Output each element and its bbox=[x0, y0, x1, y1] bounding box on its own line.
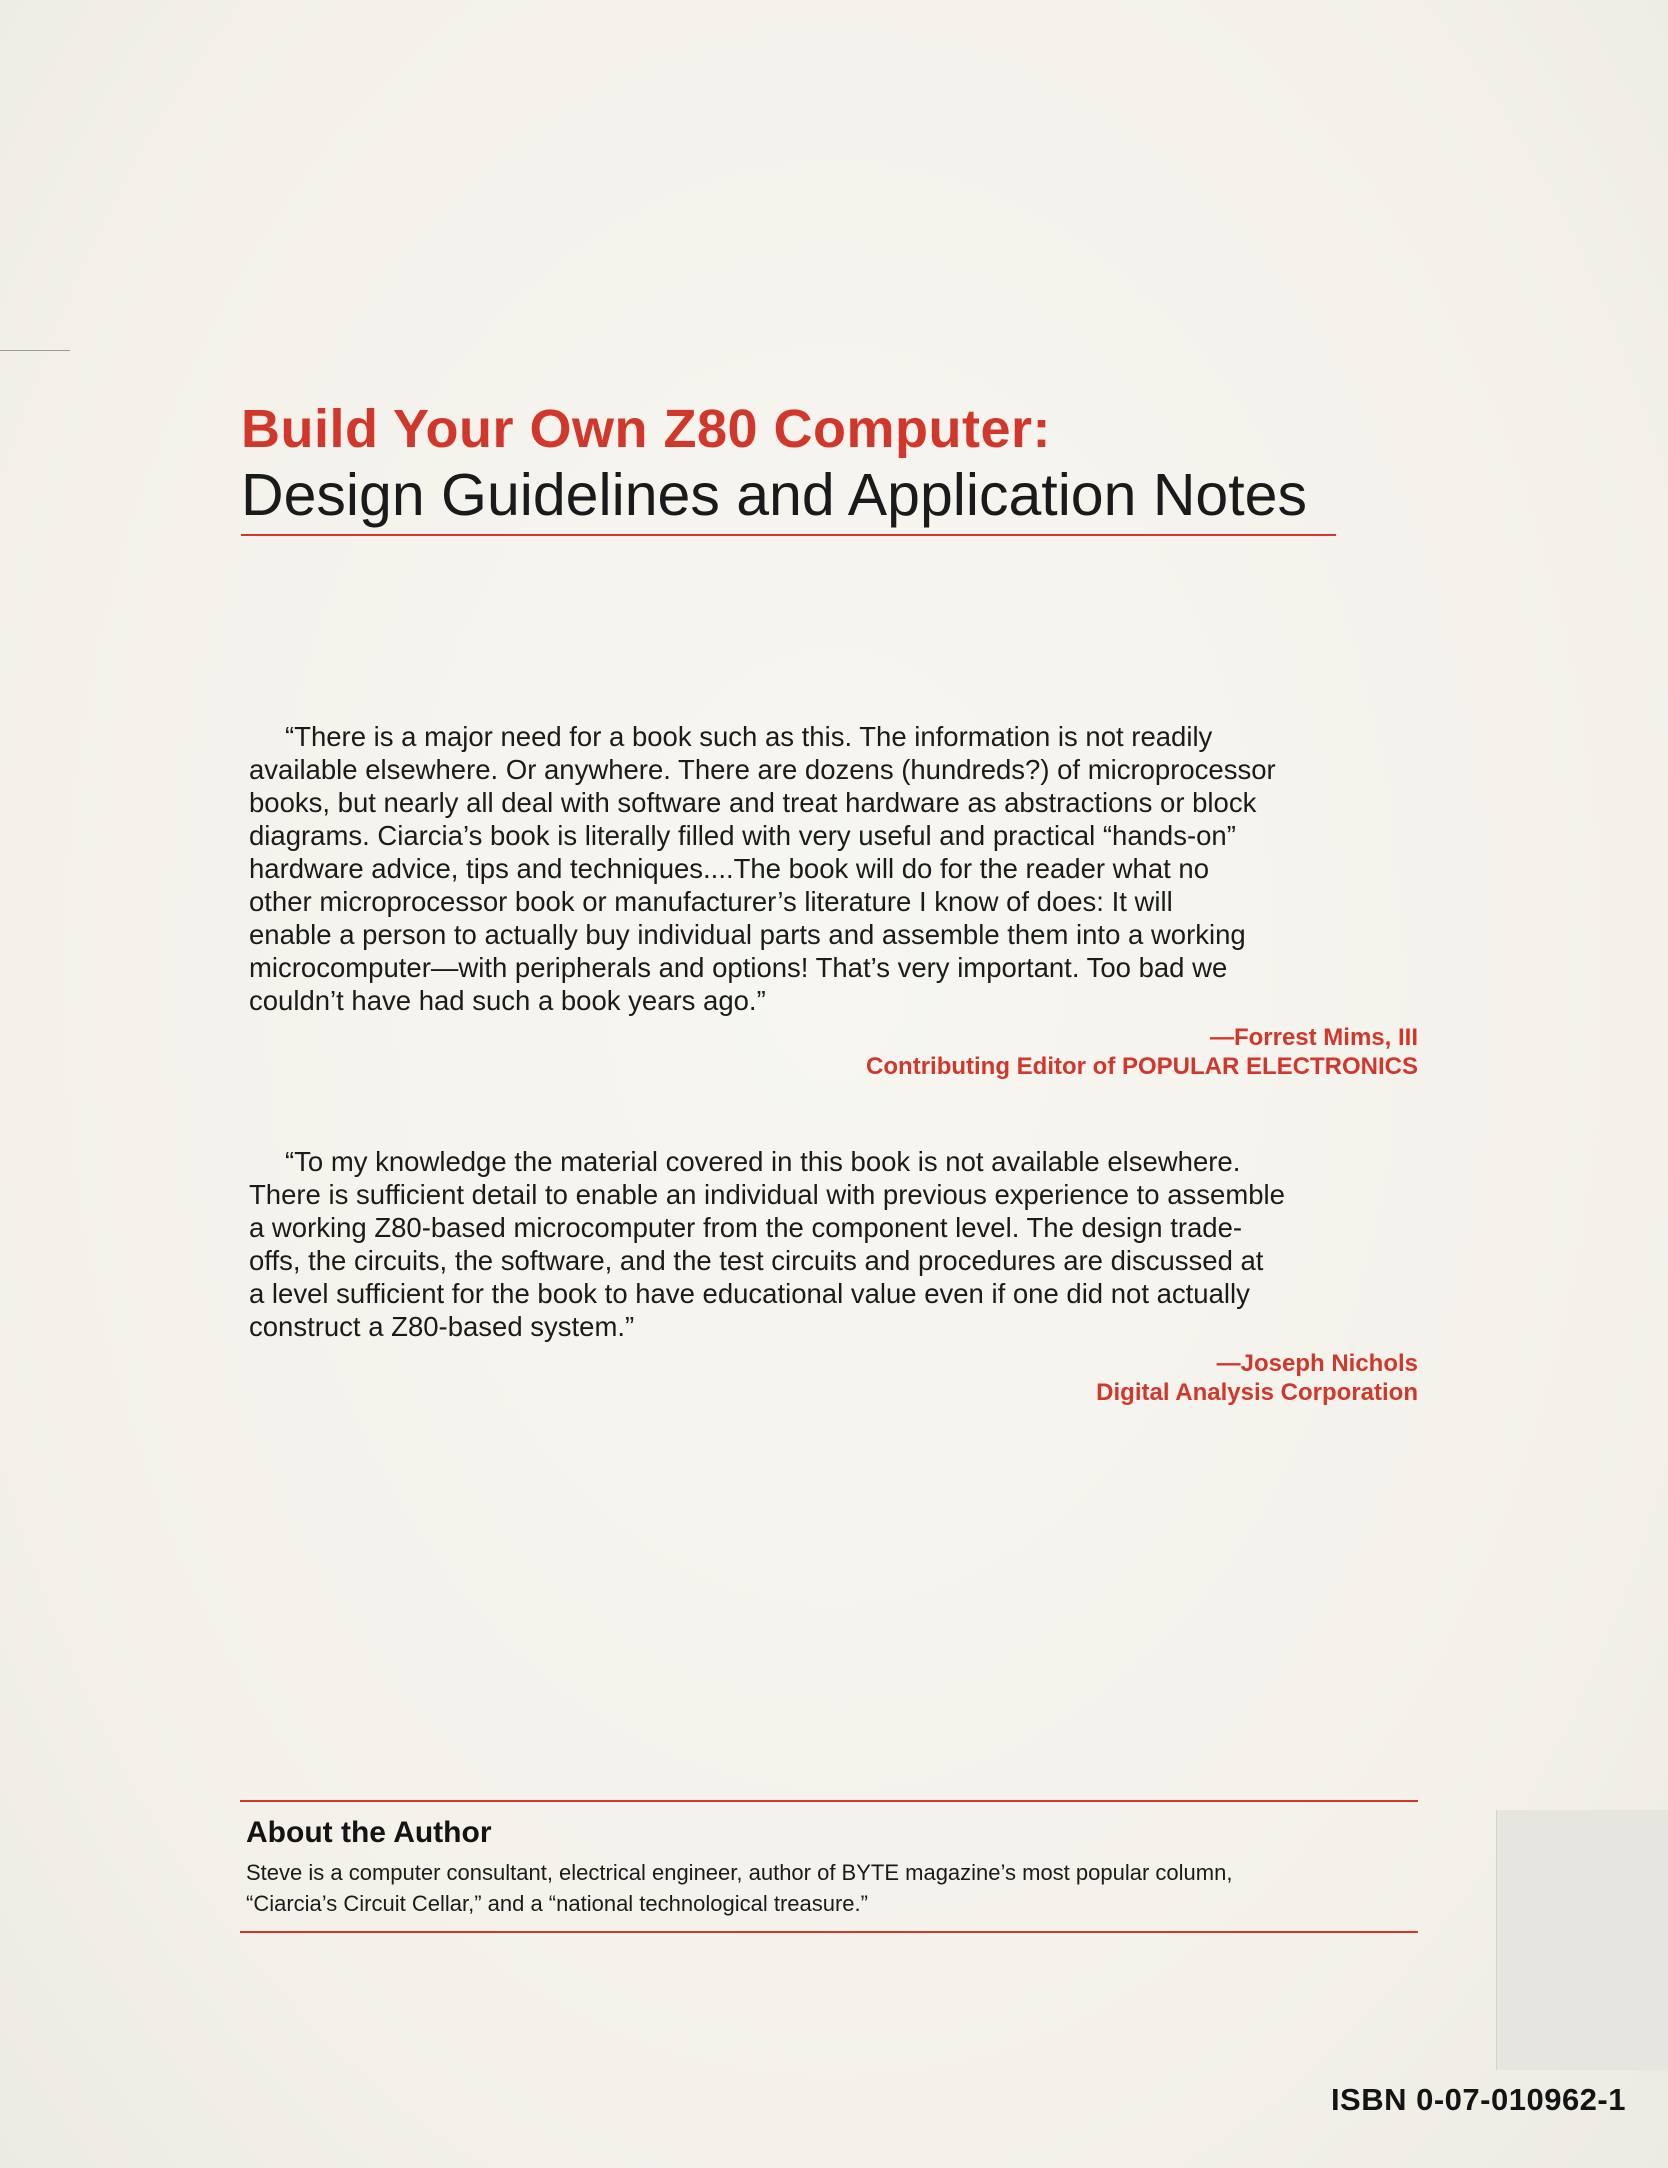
quote-author: —Forrest Mims, III bbox=[1209, 1024, 1418, 1051]
quote-text: “There is a major need for a book such as this. The information is not readily available elsewhere. Or anywhere. There are dozens (hundreds?) of microprocessor books, but nearly all deal with software and treat hardware as abstractions or block diagrams. Ciarcia’s book is literally filled with very useful and practical “hands-on” hardware advice, tips and techniques....The book will do for the reader what no other microprocessor book or manufacturer’s literature I know of does: It will enable a person to actually buy individual parts and assemble them into a working microcomputer—with peripherals and options! That’s very important. Too bad we couldn’t have had such a book years ago.” bbox=[249, 721, 1276, 1016]
about-author-section bbox=[246, 1815, 1416, 1919]
quote-affiliation: Digital Analysis Corporation bbox=[1096, 1379, 1418, 1406]
edge-sticker bbox=[1496, 1810, 1668, 2070]
quote-author: —Joseph Nichols bbox=[1216, 1350, 1418, 1377]
title-rule bbox=[241, 534, 1336, 536]
quote-mims bbox=[249, 720, 1417, 1017]
quote-affiliation: Contributing Editor of POPULAR ELECTRONICS bbox=[866, 1053, 1418, 1080]
isbn-number: ISBN 0-07-010962-1 bbox=[1330, 2082, 1626, 2117]
about-rule-bottom bbox=[240, 1931, 1418, 1933]
quote-attribution-mims bbox=[866, 1023, 1418, 1081]
about-text: Steve is a computer consultant, electrical engineer, author of BYTE magazine’s most popular column, “Ciarcia’s Circuit Cellar,” and a “national technological treasure.” bbox=[246, 1860, 1233, 1916]
book-title: Build Your Own Z80 Computer: bbox=[241, 399, 1052, 459]
about-heading: About the Author bbox=[246, 1816, 492, 1849]
quote-text: “To my knowledge the material covered in this book is not available elsewhere. There is sufficient detail to enable an individual with previous experience to assemble a working Z80-based microcomputer from the component level. The design trade- offs, the circuits, the software, and the test circuits and procedures are discussed at a level sufficient for the book to have educational value even if one did not actually construct a Z80-based system.” bbox=[249, 1146, 1285, 1342]
book-subtitle: Design Guidelines and Application Notes bbox=[241, 462, 1307, 529]
quote-attribution-nichols bbox=[1096, 1349, 1418, 1407]
edge-mark bbox=[0, 350, 70, 351]
about-rule-top bbox=[240, 1800, 1418, 1802]
quote-nichols bbox=[249, 1145, 1417, 1343]
title-block bbox=[241, 400, 1341, 536]
